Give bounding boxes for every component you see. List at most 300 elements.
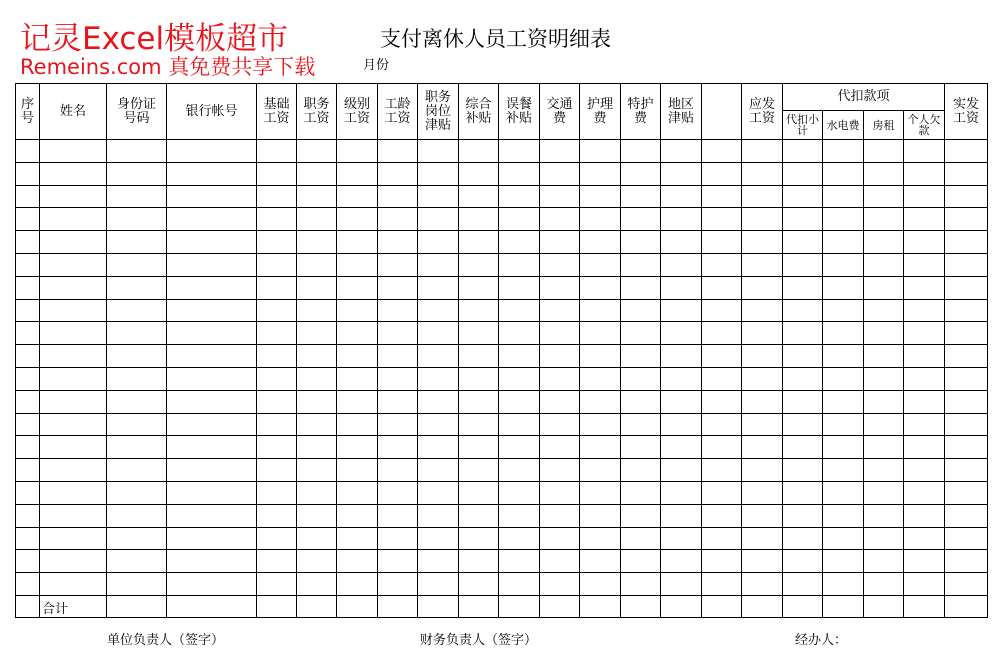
table-cell[interactable] [167, 345, 257, 368]
table-cell[interactable] [742, 436, 783, 459]
table-cell[interactable] [945, 208, 988, 231]
table-cell[interactable] [297, 162, 337, 185]
table-cell[interactable] [904, 162, 945, 185]
table-cell[interactable] [297, 413, 337, 436]
table-cell[interactable] [823, 550, 864, 573]
table-cell[interactable] [378, 231, 418, 254]
table-cell[interactable] [540, 390, 580, 413]
table-cell[interactable] [378, 481, 418, 504]
table-cell[interactable] [823, 573, 864, 596]
table-cell[interactable] [904, 140, 945, 163]
table-cell[interactable] [742, 322, 783, 345]
table-cell[interactable] [580, 140, 621, 163]
table-cell[interactable] [378, 527, 418, 550]
table-cell[interactable] [702, 140, 742, 163]
table-cell[interactable] [540, 504, 580, 527]
table-cell[interactable] [499, 231, 540, 254]
table-cell[interactable] [337, 459, 378, 482]
table-cell[interactable] [16, 322, 40, 345]
table-cell[interactable] [459, 322, 499, 345]
table-cell[interactable] [823, 299, 864, 322]
table-cell[interactable] [40, 550, 107, 573]
table-cell[interactable] [16, 140, 40, 163]
table-cell[interactable] [661, 299, 702, 322]
table-cell[interactable] [418, 459, 459, 482]
table-cell[interactable] [661, 208, 702, 231]
table-cell[interactable] [904, 459, 945, 482]
table-cell[interactable] [702, 299, 742, 322]
table-cell[interactable] [864, 322, 904, 345]
table-cell[interactable] [904, 345, 945, 368]
table-cell[interactable] [40, 185, 107, 208]
table-cell[interactable] [107, 459, 167, 482]
table-cell[interactable] [167, 276, 257, 299]
table-cell[interactable] [499, 345, 540, 368]
table-cell[interactable] [783, 413, 823, 436]
table-cell[interactable] [257, 504, 297, 527]
table-cell[interactable] [661, 527, 702, 550]
table-cell[interactable] [702, 185, 742, 208]
table-cell[interactable] [337, 367, 378, 390]
table-cell[interactable] [16, 573, 40, 596]
total-cell[interactable] [945, 595, 988, 617]
table-cell[interactable] [499, 185, 540, 208]
table-cell[interactable] [257, 231, 297, 254]
table-cell[interactable] [945, 162, 988, 185]
table-cell[interactable] [499, 276, 540, 299]
table-cell[interactable] [107, 481, 167, 504]
table-cell[interactable] [167, 322, 257, 345]
table-cell[interactable] [337, 345, 378, 368]
table-cell[interactable] [107, 390, 167, 413]
table-cell[interactable] [459, 208, 499, 231]
table-cell[interactable] [742, 185, 783, 208]
table-cell[interactable] [337, 481, 378, 504]
table-cell[interactable] [40, 299, 107, 322]
table-cell[interactable] [459, 367, 499, 390]
table-cell[interactable] [702, 231, 742, 254]
table-cell[interactable] [823, 345, 864, 368]
table-cell[interactable] [107, 140, 167, 163]
table-cell[interactable] [107, 527, 167, 550]
table-cell[interactable] [823, 140, 864, 163]
table-cell[interactable] [540, 185, 580, 208]
total-cell[interactable] [107, 595, 167, 617]
table-cell[interactable] [167, 231, 257, 254]
table-cell[interactable] [459, 504, 499, 527]
table-cell[interactable] [702, 413, 742, 436]
table-cell[interactable] [580, 162, 621, 185]
table-cell[interactable] [823, 208, 864, 231]
table-cell[interactable] [823, 481, 864, 504]
table-cell[interactable] [621, 322, 661, 345]
table-cell[interactable] [823, 367, 864, 390]
table-cell[interactable] [418, 185, 459, 208]
table-cell[interactable] [864, 253, 904, 276]
table-cell[interactable] [580, 276, 621, 299]
table-cell[interactable] [418, 253, 459, 276]
table-cell[interactable] [904, 504, 945, 527]
table-cell[interactable] [742, 481, 783, 504]
table-cell[interactable] [257, 276, 297, 299]
table-cell[interactable] [621, 504, 661, 527]
total-cell[interactable] [580, 595, 621, 617]
table-cell[interactable] [418, 208, 459, 231]
table-cell[interactable] [621, 367, 661, 390]
table-cell[interactable] [540, 573, 580, 596]
table-cell[interactable] [378, 504, 418, 527]
table-cell[interactable] [661, 140, 702, 163]
table-cell[interactable] [661, 162, 702, 185]
table-cell[interactable] [823, 413, 864, 436]
table-cell[interactable] [167, 459, 257, 482]
table-cell[interactable] [580, 208, 621, 231]
table-cell[interactable] [864, 162, 904, 185]
table-cell[interactable] [16, 345, 40, 368]
table-cell[interactable] [378, 390, 418, 413]
table-cell[interactable] [661, 436, 702, 459]
table-cell[interactable] [621, 550, 661, 573]
table-cell[interactable] [945, 481, 988, 504]
table-cell[interactable] [297, 436, 337, 459]
table-cell[interactable] [540, 550, 580, 573]
table-cell[interactable] [621, 276, 661, 299]
table-cell[interactable] [167, 162, 257, 185]
table-cell[interactable] [540, 140, 580, 163]
table-cell[interactable] [499, 208, 540, 231]
table-cell[interactable] [904, 436, 945, 459]
table-cell[interactable] [167, 481, 257, 504]
table-cell[interactable] [783, 185, 823, 208]
table-cell[interactable] [40, 527, 107, 550]
table-cell[interactable] [945, 322, 988, 345]
table-cell[interactable] [540, 459, 580, 482]
table-cell[interactable] [580, 504, 621, 527]
table-cell[interactable] [337, 253, 378, 276]
table-cell[interactable] [337, 299, 378, 322]
table-cell[interactable] [499, 527, 540, 550]
table-cell[interactable] [337, 140, 378, 163]
table-cell[interactable] [167, 208, 257, 231]
table-cell[interactable] [864, 481, 904, 504]
table-cell[interactable] [499, 390, 540, 413]
table-cell[interactable] [783, 299, 823, 322]
table-cell[interactable] [337, 276, 378, 299]
table-cell[interactable] [823, 504, 864, 527]
table-cell[interactable] [459, 299, 499, 322]
table-cell[interactable] [783, 504, 823, 527]
table-cell[interactable] [40, 322, 107, 345]
table-cell[interactable] [742, 345, 783, 368]
table-cell[interactable] [297, 299, 337, 322]
table-cell[interactable] [167, 185, 257, 208]
table-cell[interactable] [945, 390, 988, 413]
table-cell[interactable] [621, 299, 661, 322]
total-cell[interactable] [337, 595, 378, 617]
table-cell[interactable] [783, 573, 823, 596]
table-cell[interactable] [702, 162, 742, 185]
table-cell[interactable] [167, 413, 257, 436]
table-cell[interactable] [167, 299, 257, 322]
table-cell[interactable] [167, 527, 257, 550]
table-cell[interactable] [297, 550, 337, 573]
table-cell[interactable] [783, 527, 823, 550]
table-cell[interactable] [945, 459, 988, 482]
table-cell[interactable] [864, 345, 904, 368]
table-cell[interactable] [864, 231, 904, 254]
table-cell[interactable] [904, 322, 945, 345]
table-cell[interactable] [297, 504, 337, 527]
table-cell[interactable] [621, 185, 661, 208]
table-cell[interactable] [167, 253, 257, 276]
table-cell[interactable] [540, 481, 580, 504]
table-cell[interactable] [418, 276, 459, 299]
table-cell[interactable] [945, 276, 988, 299]
table-cell[interactable] [107, 550, 167, 573]
table-cell[interactable] [337, 185, 378, 208]
table-cell[interactable] [945, 527, 988, 550]
table-cell[interactable] [378, 208, 418, 231]
table-cell[interactable] [945, 299, 988, 322]
table-cell[interactable] [702, 390, 742, 413]
table-cell[interactable] [40, 345, 107, 368]
table-cell[interactable] [823, 390, 864, 413]
table-cell[interactable] [257, 550, 297, 573]
table-cell[interactable] [257, 208, 297, 231]
table-cell[interactable] [742, 140, 783, 163]
table-cell[interactable] [378, 345, 418, 368]
table-cell[interactable] [40, 367, 107, 390]
table-cell[interactable] [167, 436, 257, 459]
table-cell[interactable] [16, 527, 40, 550]
table-cell[interactable] [16, 253, 40, 276]
total-cell[interactable] [167, 595, 257, 617]
table-cell[interactable] [580, 253, 621, 276]
table-cell[interactable] [297, 481, 337, 504]
table-cell[interactable] [257, 299, 297, 322]
table-cell[interactable] [823, 459, 864, 482]
table-cell[interactable] [459, 481, 499, 504]
table-cell[interactable] [107, 231, 167, 254]
table-cell[interactable] [661, 550, 702, 573]
table-cell[interactable] [418, 345, 459, 368]
table-cell[interactable] [257, 413, 297, 436]
table-cell[interactable] [40, 276, 107, 299]
table-cell[interactable] [702, 322, 742, 345]
table-cell[interactable] [783, 162, 823, 185]
table-cell[interactable] [499, 573, 540, 596]
table-cell[interactable] [621, 413, 661, 436]
table-cell[interactable] [337, 436, 378, 459]
table-cell[interactable] [904, 276, 945, 299]
table-cell[interactable] [904, 390, 945, 413]
table-cell[interactable] [904, 481, 945, 504]
table-cell[interactable] [459, 527, 499, 550]
table-cell[interactable] [742, 459, 783, 482]
table-cell[interactable] [297, 345, 337, 368]
table-cell[interactable] [783, 140, 823, 163]
table-cell[interactable] [378, 459, 418, 482]
table-cell[interactable] [40, 162, 107, 185]
table-cell[interactable] [864, 208, 904, 231]
table-cell[interactable] [459, 573, 499, 596]
table-cell[interactable] [783, 367, 823, 390]
table-cell[interactable] [621, 390, 661, 413]
table-cell[interactable] [257, 527, 297, 550]
table-cell[interactable] [499, 436, 540, 459]
table-cell[interactable] [297, 390, 337, 413]
table-cell[interactable] [904, 527, 945, 550]
table-cell[interactable] [167, 504, 257, 527]
table-cell[interactable] [742, 231, 783, 254]
table-cell[interactable] [904, 253, 945, 276]
table-cell[interactable] [418, 550, 459, 573]
table-cell[interactable] [107, 253, 167, 276]
table-cell[interactable] [167, 573, 257, 596]
table-cell[interactable] [167, 550, 257, 573]
table-cell[interactable] [540, 276, 580, 299]
table-cell[interactable] [107, 299, 167, 322]
table-cell[interactable] [257, 481, 297, 504]
table-cell[interactable] [16, 208, 40, 231]
table-cell[interactable] [580, 231, 621, 254]
table-cell[interactable] [418, 436, 459, 459]
table-cell[interactable] [167, 367, 257, 390]
table-cell[interactable] [864, 390, 904, 413]
table-cell[interactable] [621, 573, 661, 596]
table-cell[interactable] [107, 185, 167, 208]
table-cell[interactable] [40, 504, 107, 527]
table-cell[interactable] [257, 253, 297, 276]
table-cell[interactable] [499, 459, 540, 482]
table-cell[interactable] [783, 390, 823, 413]
table-cell[interactable] [540, 367, 580, 390]
table-cell[interactable] [167, 390, 257, 413]
table-cell[interactable] [107, 504, 167, 527]
table-cell[interactable] [499, 481, 540, 504]
table-cell[interactable] [864, 413, 904, 436]
table-cell[interactable] [257, 140, 297, 163]
table-cell[interactable] [337, 527, 378, 550]
table-cell[interactable] [418, 322, 459, 345]
table-cell[interactable] [661, 573, 702, 596]
table-cell[interactable] [580, 459, 621, 482]
table-cell[interactable] [904, 367, 945, 390]
table-cell[interactable] [499, 504, 540, 527]
table-cell[interactable] [337, 573, 378, 596]
table-cell[interactable] [945, 413, 988, 436]
table-cell[interactable] [580, 185, 621, 208]
table-cell[interactable] [904, 413, 945, 436]
table-cell[interactable] [864, 299, 904, 322]
table-cell[interactable] [297, 276, 337, 299]
table-cell[interactable] [16, 550, 40, 573]
table-cell[interactable] [742, 276, 783, 299]
total-cell[interactable] [742, 595, 783, 617]
table-cell[interactable] [459, 345, 499, 368]
table-cell[interactable] [580, 390, 621, 413]
table-cell[interactable] [459, 413, 499, 436]
table-cell[interactable] [783, 276, 823, 299]
table-cell[interactable] [823, 436, 864, 459]
table-cell[interactable] [378, 322, 418, 345]
total-cell[interactable] [661, 595, 702, 617]
table-cell[interactable] [459, 162, 499, 185]
table-cell[interactable] [945, 573, 988, 596]
table-cell[interactable] [107, 573, 167, 596]
table-cell[interactable] [418, 299, 459, 322]
table-cell[interactable] [621, 459, 661, 482]
table-cell[interactable] [621, 345, 661, 368]
table-cell[interactable] [580, 345, 621, 368]
table-cell[interactable] [823, 322, 864, 345]
table-cell[interactable] [823, 527, 864, 550]
table-cell[interactable] [702, 276, 742, 299]
total-cell[interactable] [621, 595, 661, 617]
table-cell[interactable] [418, 140, 459, 163]
table-cell[interactable] [107, 345, 167, 368]
table-cell[interactable] [864, 527, 904, 550]
table-cell[interactable] [945, 140, 988, 163]
table-cell[interactable] [621, 436, 661, 459]
table-cell[interactable] [945, 231, 988, 254]
total-cell[interactable] [823, 595, 864, 617]
table-cell[interactable] [864, 276, 904, 299]
table-cell[interactable] [783, 550, 823, 573]
table-cell[interactable] [702, 208, 742, 231]
table-cell[interactable] [823, 185, 864, 208]
table-cell[interactable] [540, 299, 580, 322]
table-cell[interactable] [661, 253, 702, 276]
table-cell[interactable] [742, 299, 783, 322]
total-cell[interactable] [499, 595, 540, 617]
total-cell[interactable] [864, 595, 904, 617]
table-cell[interactable] [580, 413, 621, 436]
table-cell[interactable] [945, 504, 988, 527]
table-cell[interactable] [418, 390, 459, 413]
table-cell[interactable] [40, 436, 107, 459]
table-cell[interactable] [580, 322, 621, 345]
table-cell[interactable] [378, 436, 418, 459]
table-cell[interactable] [40, 253, 107, 276]
table-cell[interactable] [459, 253, 499, 276]
table-cell[interactable] [661, 390, 702, 413]
table-cell[interactable] [540, 253, 580, 276]
table-cell[interactable] [459, 390, 499, 413]
table-cell[interactable] [418, 504, 459, 527]
table-cell[interactable] [337, 322, 378, 345]
table-cell[interactable] [107, 162, 167, 185]
total-cell[interactable] [16, 595, 40, 617]
table-cell[interactable] [16, 390, 40, 413]
table-cell[interactable] [297, 459, 337, 482]
table-cell[interactable] [418, 527, 459, 550]
total-cell[interactable] [418, 595, 459, 617]
table-cell[interactable] [499, 550, 540, 573]
table-cell[interactable] [580, 299, 621, 322]
table-cell[interactable] [459, 231, 499, 254]
table-cell[interactable] [864, 504, 904, 527]
total-cell[interactable] [783, 595, 823, 617]
table-cell[interactable] [257, 390, 297, 413]
table-cell[interactable] [742, 573, 783, 596]
table-cell[interactable] [40, 140, 107, 163]
table-cell[interactable] [16, 185, 40, 208]
table-cell[interactable] [378, 299, 418, 322]
table-cell[interactable] [257, 573, 297, 596]
table-cell[interactable] [257, 322, 297, 345]
table-cell[interactable] [499, 162, 540, 185]
